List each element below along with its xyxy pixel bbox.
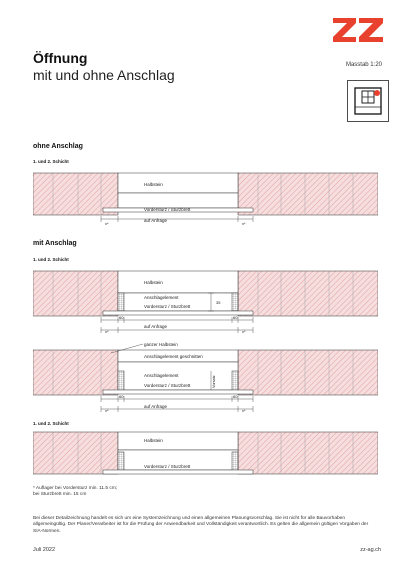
label-dim-60: 60 xyxy=(119,315,124,320)
label-vordersturz: Vordersturz / Sturzbrett xyxy=(144,464,191,469)
drawing-mit-anschlag-1 xyxy=(33,268,378,336)
opening-keyplan-icon xyxy=(347,80,389,122)
drawing-mit-anschlag-2 xyxy=(33,340,378,416)
label-halbstein: Halbstein xyxy=(144,438,163,443)
layer-label: 1. und 2. Schicht xyxy=(33,257,69,262)
drawing-ohne-anschlag xyxy=(33,170,378,230)
label-anschlag-geschnitten: Anschlagelement geschnitten xyxy=(144,354,203,359)
label-vordersturz: Vordersturz / Sturzbrett xyxy=(144,304,191,309)
section-title-mit-anschlag: mit Anschlag xyxy=(33,240,77,247)
label-x-star: x* xyxy=(242,408,246,413)
label-dim-60: 60 xyxy=(119,394,124,399)
label-x-star: x* xyxy=(242,221,246,226)
label-vordersturz: Vordersturz / Sturzbrett xyxy=(144,207,191,212)
scale-label: Masstab 1:20 xyxy=(345,62,382,68)
label-vorsatz: Vorsatz xyxy=(212,375,216,388)
label-x-star: x* xyxy=(105,329,109,334)
label-x-star: x* xyxy=(105,408,109,413)
label-auf-anfrage: auf Anfrage xyxy=(144,324,168,329)
layer-label: 1. und 2. Schicht xyxy=(33,421,69,426)
label-x-star: x* xyxy=(242,329,246,334)
label-auf-anfrage: auf Anfrage xyxy=(144,218,168,223)
section-title-ohne-anschlag: ohne Anschlag xyxy=(33,143,83,150)
footer-website: zz-ag.ch xyxy=(360,547,381,553)
label-anschlagelement: Anschlagelement xyxy=(144,373,179,378)
label-auf-anfrage: auf Anfrage xyxy=(144,404,168,409)
label-dim-60: 60 xyxy=(233,394,238,399)
footer-date: Juli 2022 xyxy=(33,547,56,553)
label-anschlagelement: Anschlagelement xyxy=(144,295,179,300)
layer-label: 1. und 2. Schicht xyxy=(33,159,69,164)
label-halbstein: Halbstein xyxy=(144,280,163,285)
page-subtitle: mit und ohne Anschlag xyxy=(33,67,175,83)
footnote-line-1: * Auflager bei Vordersturz min. 11.5 cm; xyxy=(33,486,118,491)
label-ganzer-halbstein: ganzer Halbstein xyxy=(144,342,178,347)
drawing-mit-anschlag-3 xyxy=(33,430,378,478)
zz-logo-icon xyxy=(333,18,383,42)
page-title: Öffnung xyxy=(33,50,88,66)
footnote-line-2: bei Sturzbrett min. 15 cm xyxy=(33,492,87,497)
label-dim-60: 60 xyxy=(233,315,238,320)
disclaimer-text: Bei dieser Detailzeichnung handelt es sich um eine Systemzeichnung und einen allgemeinen Planungsvorschlag. Sie ist nicht für alle Bauvorhaben allgemeingültig. Der Planer/Verarbeiter ist für die Prüfung der Anwendbarkeit und Vollständigkeit verantwortlich. Es gelten die allgemein gültigen Vorgaben der SIA-Normen. xyxy=(33,516,369,534)
label-dim-35: 35 xyxy=(216,300,221,305)
label-vordersturz: Vordersturz / Sturzbrett xyxy=(144,383,191,388)
label-halbstein: Halbstein xyxy=(144,182,163,187)
label-x-star: x* xyxy=(105,221,109,226)
